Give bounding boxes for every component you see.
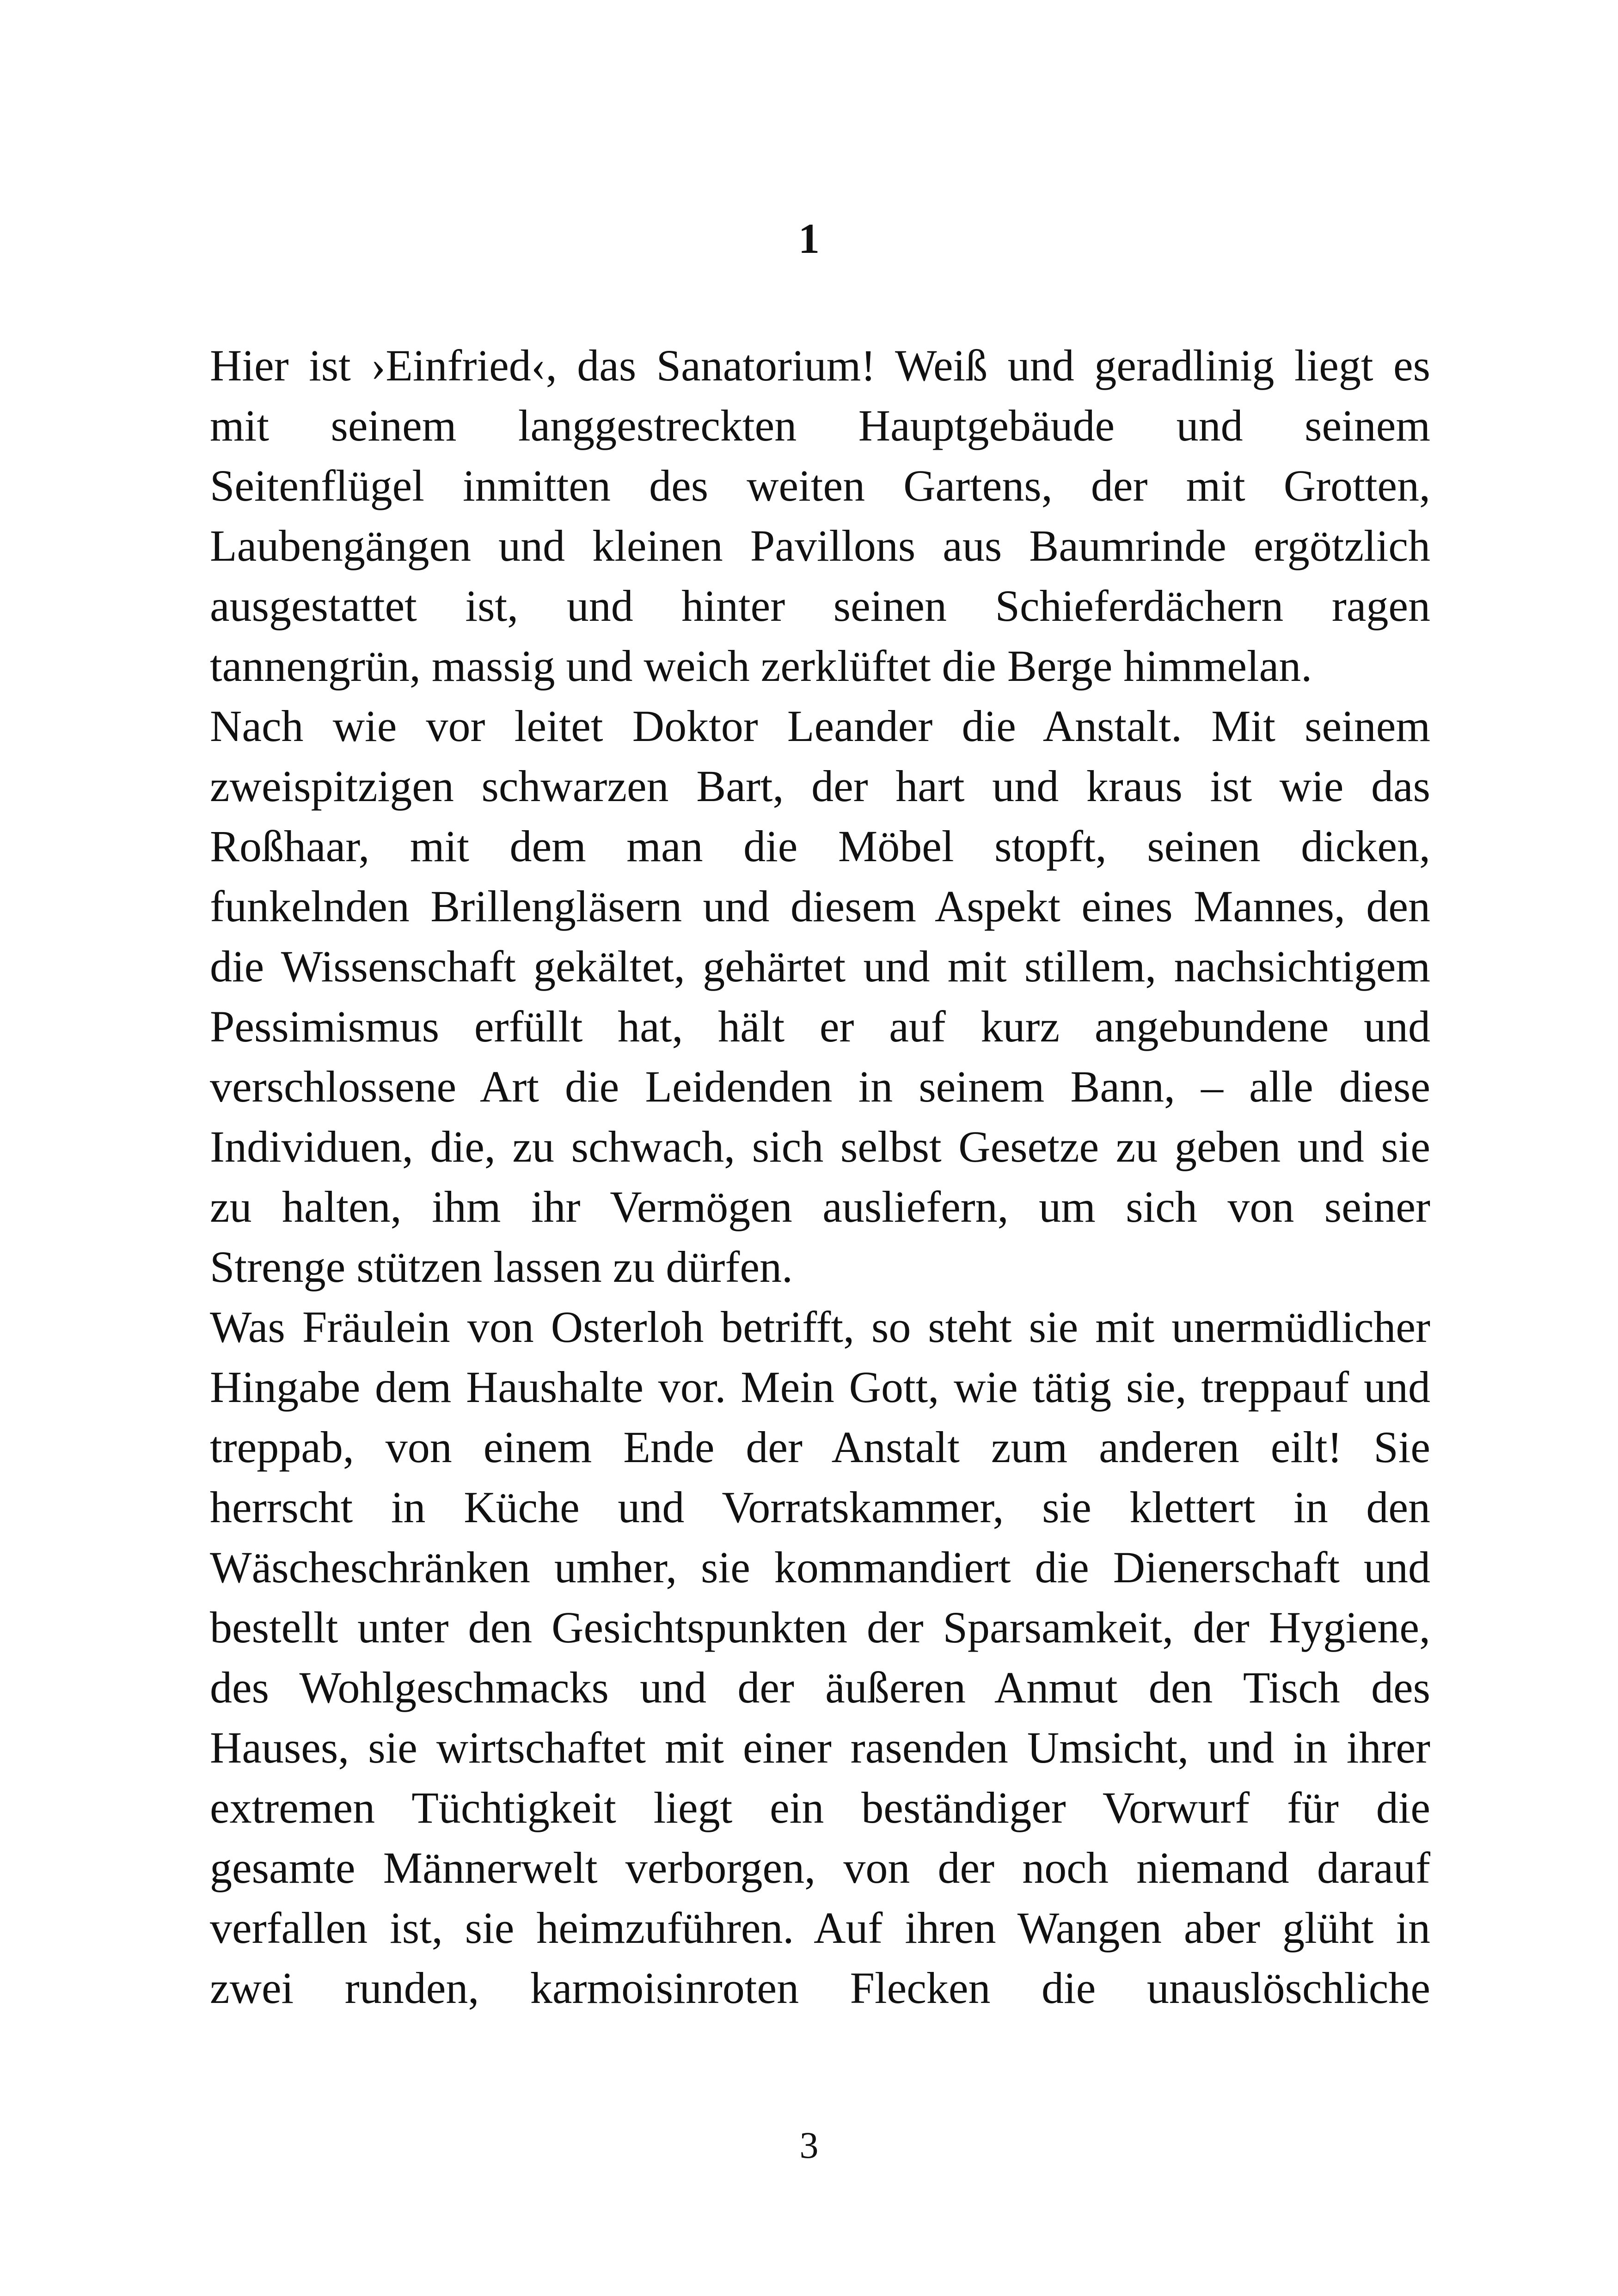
text-line: Pessimismus erfüllt hat, hält er auf kurz angebundene und (210, 1002, 1430, 1051)
text-line: herrscht in Küche und Vorratskammer, sie klettert in den (210, 1482, 1430, 1532)
text-line: Roßhaar, mit dem man die Möbel stopft, seinen dicken, (210, 821, 1430, 871)
chapter-number: 1 (798, 215, 820, 262)
text-line: Wäscheschränken umher, sie kommandiert die Dienerschaft und (210, 1543, 1430, 1592)
text-line: Was Fräulein von Osterloh betrifft, so steht sie mit unermüdlicher (210, 1302, 1430, 1352)
body-text (210, 336, 1430, 2018)
text-line: Nach wie vor leitet Doktor Leander die Anstalt. Mit seinem (210, 701, 1430, 751)
text-line: Hauses, sie wirtschaftet mit einer rasenden Umsicht, und in ihrer (210, 1723, 1430, 1772)
text-line: extremen Tüchtigkeit liegt ein beständiger Vorwurf für die (210, 1783, 1430, 1832)
paragraph (210, 1297, 1430, 2018)
text-line: Hingabe dem Haushalte vor. Mein Gott, wie tätig sie, treppauf und (210, 1362, 1430, 1412)
text-line: bestellt unter den Gesichtspunkten der Sparsamkeit, der Hygiene, (210, 1603, 1430, 1652)
text-line: treppab, von einem Ende der Anstalt zum anderen eilt! Sie (210, 1422, 1430, 1472)
text-line: Strenge stützen lassen zu dürfen. (210, 1242, 793, 1292)
text-line: tannengrün, massig und weich zerklüftet die Berge himmelan. (210, 641, 1312, 691)
text-line: Hier ist ›Einfried‹, das Sanatorium! Weiß und geradlinig liegt es (210, 341, 1430, 390)
page-number: 3 (799, 2124, 819, 2166)
text-line: verschlossene Art die Leidenden in seinem Bann, – alle diese (210, 1062, 1430, 1111)
text-line: Seitenflügel inmitten des weiten Gartens, der mit Grotten, (210, 461, 1430, 510)
paragraph (210, 696, 1430, 1297)
text-line: zu halten, ihm ihr Vermögen ausliefern, um sich von seiner (210, 1182, 1430, 1231)
text-line: zweispitzigen schwarzen Bart, der hart und kraus ist wie das (210, 761, 1430, 811)
text-line: des Wohlgeschmacks und der äußeren Anmut den Tisch des (210, 1663, 1430, 1712)
text-line: ausgestattet ist, und hinter seinen Schieferdächern ragen (210, 581, 1430, 631)
text-line: die Wissenschaft gekältet, gehärtet und mit stillem, nachsichtigem (210, 942, 1430, 991)
text-line: zwei runden, karmoisinroten Flecken die unauslöschliche (210, 1963, 1430, 2013)
paragraph (210, 336, 1430, 696)
text-line: funkelnden Brillengläsern und diesem Aspekt eines Mannes, den (210, 882, 1430, 931)
text-line: mit seinem langgestreckten Hauptgebäude und seinem (210, 401, 1430, 450)
text-line: verfallen ist, sie heimzuführen. Auf ihren Wangen aber glüht in (210, 1903, 1430, 1953)
text-line: Laubengängen und kleinen Pavillons aus Baumrinde ergötzlich (210, 521, 1430, 570)
text-line: gesamte Männerwelt verborgen, von der noch niemand darauf (210, 1843, 1430, 1892)
text-line: Individuen, die, zu schwach, sich selbst Gesetze zu geben und sie (210, 1122, 1430, 1171)
